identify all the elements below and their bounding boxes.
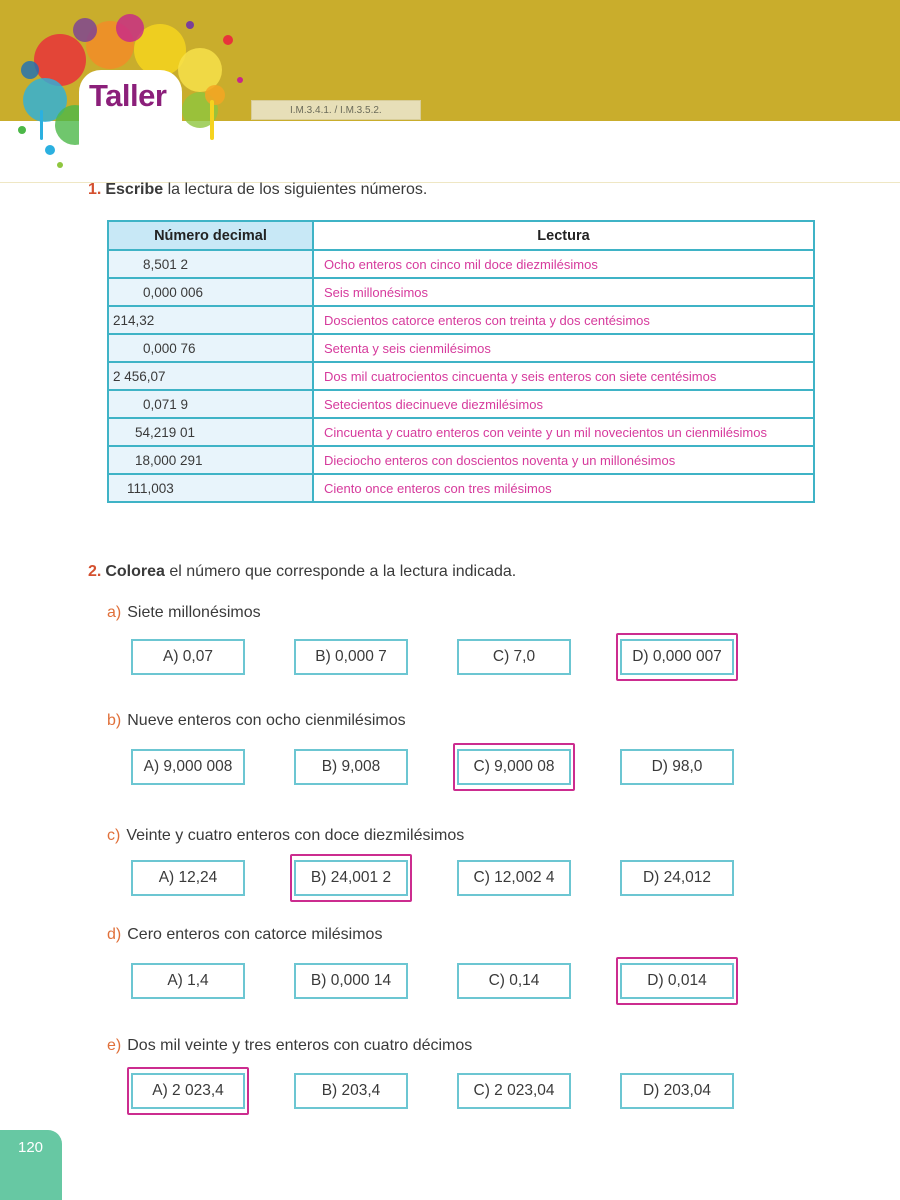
sub-question-letter: d): [107, 926, 122, 943]
reading-cell: Cincuenta y cuatro enteros con veinte y un mil novecientos un cienmilésimos: [313, 418, 814, 446]
reading-cell: Ocho enteros con cinco mil doce diezmilésimos: [313, 250, 814, 278]
answer-option[interactable]: A) 12,24: [131, 860, 245, 896]
sub-question-letter: e): [107, 1037, 122, 1054]
question-2-number: 2.: [88, 563, 102, 580]
question-1-verb: Escribe: [105, 181, 164, 198]
selected-answer-highlight: [127, 1067, 249, 1115]
question-1-number: 1.: [88, 181, 102, 198]
sub-question-a: [107, 604, 261, 622]
answer-option[interactable]: C) 2 023,04: [457, 1073, 571, 1109]
answer-option[interactable]: D) 24,012: [620, 860, 734, 896]
selected-answer-highlight: [616, 633, 738, 681]
sub-question-c: [107, 827, 464, 845]
decimal-number-cell: 214,32: [108, 306, 313, 334]
answer-option[interactable]: C) 0,14: [457, 963, 571, 999]
page-number: 120: [18, 1139, 44, 1156]
sub-question-b: [107, 712, 406, 730]
table-row: [108, 278, 814, 306]
answer-option[interactable]: D) 98,0: [620, 749, 734, 785]
question-1-title: [88, 181, 427, 199]
question-2-text: el número que corresponde a la lectura indicada.: [164, 563, 517, 580]
reading-cell: Setecientos diecinueve diezmilésimos: [313, 390, 814, 418]
answer-option[interactable]: C) 9,000 08: [457, 749, 571, 785]
reading-cell: Ciento once enteros con tres milésimos: [313, 474, 814, 502]
decimal-number-cell: 2 456,07: [108, 362, 313, 390]
sub-question-text: Siete millonésimos: [127, 604, 261, 621]
table-row: [108, 418, 814, 446]
table-row: [108, 474, 814, 502]
reading-cell: Dieciocho enteros con doscientos noventa y un millonésimos: [313, 446, 814, 474]
decimal-number-cell: 54,219 01: [108, 418, 313, 446]
column-header-number: Número decimal: [108, 221, 313, 250]
decimal-number-cell: 0,071 9: [108, 390, 313, 418]
decimal-number-cell: 111,003: [108, 474, 313, 502]
decimal-number-cell: 8,501 2: [108, 250, 313, 278]
sub-question-text: Veinte y cuatro enteros con doce diezmilésimos: [126, 827, 465, 844]
answer-option[interactable]: B) 9,008: [294, 749, 408, 785]
answer-option[interactable]: D) 0,000 007: [620, 639, 734, 675]
answer-option[interactable]: C) 12,002 4: [457, 860, 571, 896]
decimal-number-cell: 0,000 76: [108, 334, 313, 362]
answer-option[interactable]: D) 0,014: [620, 963, 734, 999]
selected-answer-highlight: [453, 743, 575, 791]
decimal-number-cell: 18,000 291: [108, 446, 313, 474]
sub-question-letter: c): [107, 827, 121, 844]
answer-option[interactable]: A) 2 023,4: [131, 1073, 245, 1109]
sub-question-text: Nueve enteros con ocho cienmilésimos: [127, 712, 406, 729]
question-2-verb: Colorea: [105, 563, 165, 580]
reading-cell: Dos mil cuatrocientos cincuenta y seis enteros con siete centésimos: [313, 362, 814, 390]
sub-question-letter: b): [107, 712, 122, 729]
table-header-row: [108, 221, 814, 250]
reading-cell: Doscientos catorce enteros con treinta y dos centésimos: [313, 306, 814, 334]
sub-question-text: Dos mil veinte y tres enteros con cuatro décimos: [127, 1037, 473, 1054]
table-row: [108, 446, 814, 474]
answer-option[interactable]: C) 7,0: [457, 639, 571, 675]
answer-option[interactable]: A) 9,000 008: [131, 749, 245, 785]
section-title: Taller: [89, 78, 167, 113]
sub-question-letter: a): [107, 604, 122, 621]
sub-question-d: [107, 926, 382, 944]
reading-table: [107, 220, 815, 503]
table-row: [108, 390, 814, 418]
answer-option[interactable]: D) 203,04: [620, 1073, 734, 1109]
reading-cell: Seis millonésimos: [313, 278, 814, 306]
question-2-title: [88, 563, 516, 581]
table-row: [108, 362, 814, 390]
sub-question-text: Cero enteros con catorce milésimos: [127, 926, 383, 943]
column-header-reading: Lectura: [313, 221, 814, 250]
reading-cell: Setenta y seis cienmilésimos: [313, 334, 814, 362]
selected-answer-highlight: [290, 854, 412, 902]
table-row: [108, 250, 814, 278]
table-row: [108, 306, 814, 334]
sub-question-e: [107, 1037, 472, 1055]
answer-option[interactable]: B) 203,4: [294, 1073, 408, 1109]
selected-answer-highlight: [616, 957, 738, 1005]
decimal-number-cell: 0,000 006: [108, 278, 313, 306]
answer-option[interactable]: A) 0,07: [131, 639, 245, 675]
answer-option[interactable]: B) 24,001 2: [294, 860, 408, 896]
answer-option[interactable]: B) 0,000 7: [294, 639, 408, 675]
answer-option[interactable]: B) 0,000 14: [294, 963, 408, 999]
table-row: [108, 334, 814, 362]
answer-option[interactable]: A) 1,4: [131, 963, 245, 999]
curriculum-code: I.M.3.4.1. / I.M.3.5.2.: [251, 100, 421, 120]
question-1-text: la lectura de los siguientes números.: [163, 181, 428, 198]
